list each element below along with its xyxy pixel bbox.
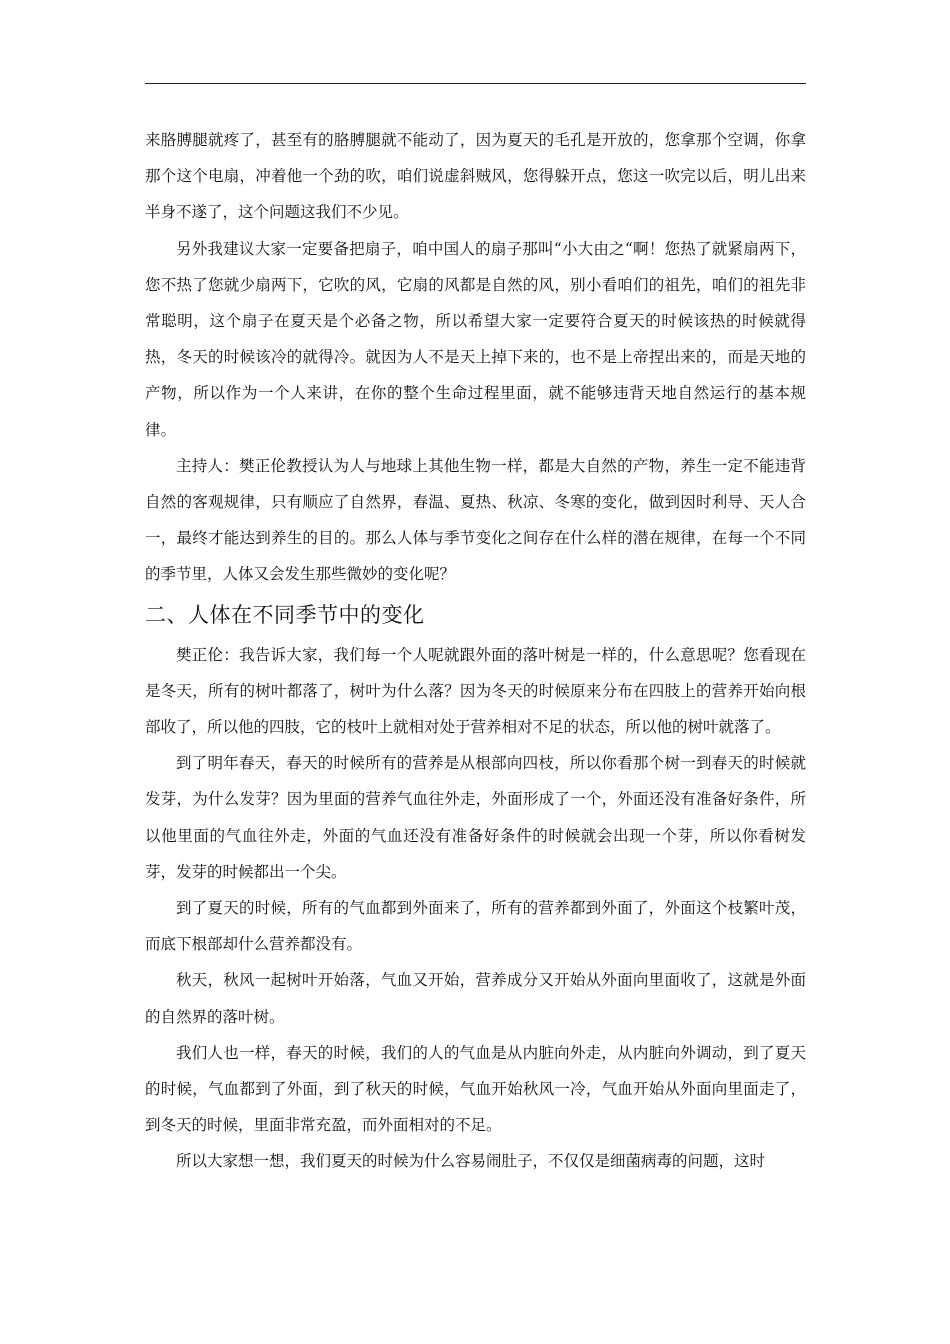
paragraph-fan-advice: 另外我建议大家一定要备把扇子，咱中国人的扇子那叫“小大由之“啊！您热了就紧扇两下，您不热了您就少扇两下，它吹的风，它扇的风都是自然的风，别小看咱们的祖先，咱们的祖先非常聪明，这个扇子在夏天是个必备之物，所以希望大家一定要符合夏天的时候该热的时候就得热，冬天的时候该冷的就得冷。就因为人不是天上掉下来的，也不是上帝捏出来的，而是天地的产物，所以作为一个人来讲，在你的整个生命过程里面，就不能够违背天地自然运行的基本规律。 (145, 239, 806, 439)
document-body (145, 122, 806, 1180)
paragraph-summer: 到了夏天的时候，所有的气血都到外面来了，所有的营养都到外面了，外面这个枝繁叶茂，而底下根部却什么营养都没有。 (145, 899, 806, 954)
paragraph-autumn: 秋天，秋风一起树叶开始落，气血又开始，营养成分又开始从外面向里面收了，这就是外面的自然界的落叶树。 (145, 971, 806, 1026)
header-rule (145, 83, 806, 84)
section-heading: 二、人体在不同季节中的变化 (145, 602, 425, 627)
paragraph-fallen-leaf-tree: 樊正伦：我告诉大家，我们每一个人呢就跟外面的落叶树是一样的，什么意思呢？您看现在是冬天，所有的树叶都落了，树叶为什么落？因为冬天的时候原来分布在四肢上的营养开始向根部收了，所以他的四肢，它的枝叶上就相对处于营养相对不足的状态，所以他的树叶就落了。 (145, 645, 806, 737)
paragraph-human-seasons: 我们人也一样，春天的时候，我们的人的气血是从内脏向外走，从内脏向外调动，到了夏天的时候，气血都到了外面，到了秋天的时候，气血开始秋风一冷，气血开始从外面向里面走了，到冬天的时候，里面非常充盈，而外面相对的不足。 (145, 1043, 806, 1135)
paragraph-host-summary: 主持人：樊正伦教授认为人与地球上其他生物一样，都是大自然的产物，养生一定不能违背自然的客观规律，只有顺应了自然界，春温、夏热、秋凉、冬寒的变化，做到因时利导、天人合一，最终才能达到养生的目的。那么人体与季节变化之间存在什么样的潜在规律，在每一个不同的季节里，人体又会发生那些微妙的变化呢？ (145, 456, 806, 584)
paragraph-summer-stomach: 所以大家想一想，我们夏天的时候为什么容易闹肚子，不仅仅是细菌病毒的问题，这时 (176, 1152, 766, 1171)
paragraph-continued: 来胳膊腿就疼了，甚至有的胳膊腿就不能动了，因为夏天的毛孔是开放的，您拿那个空调，你拿那个这个电扇，冲着他一个劲的吹，咱们说虚斜贼风，您得躲开点，您这一吹完以后，明儿出来半身不遂了，这个问题这我们不少见。 (145, 131, 806, 222)
paragraph-spring: 到了明年春天，春天的时候所有的营养是从根部向四枝，所以你看那个树一到春天的时候就发芽，为什么发芽？因为里面的营养气血往外走，外面形成了一个，外面还没有准备好条件，所以他里面的气血往外走，外面的气血还没有准备好条件的时候就会出现一个芽，所以你看树发芽，发芽的时候都出一个尖。 (145, 754, 806, 881)
